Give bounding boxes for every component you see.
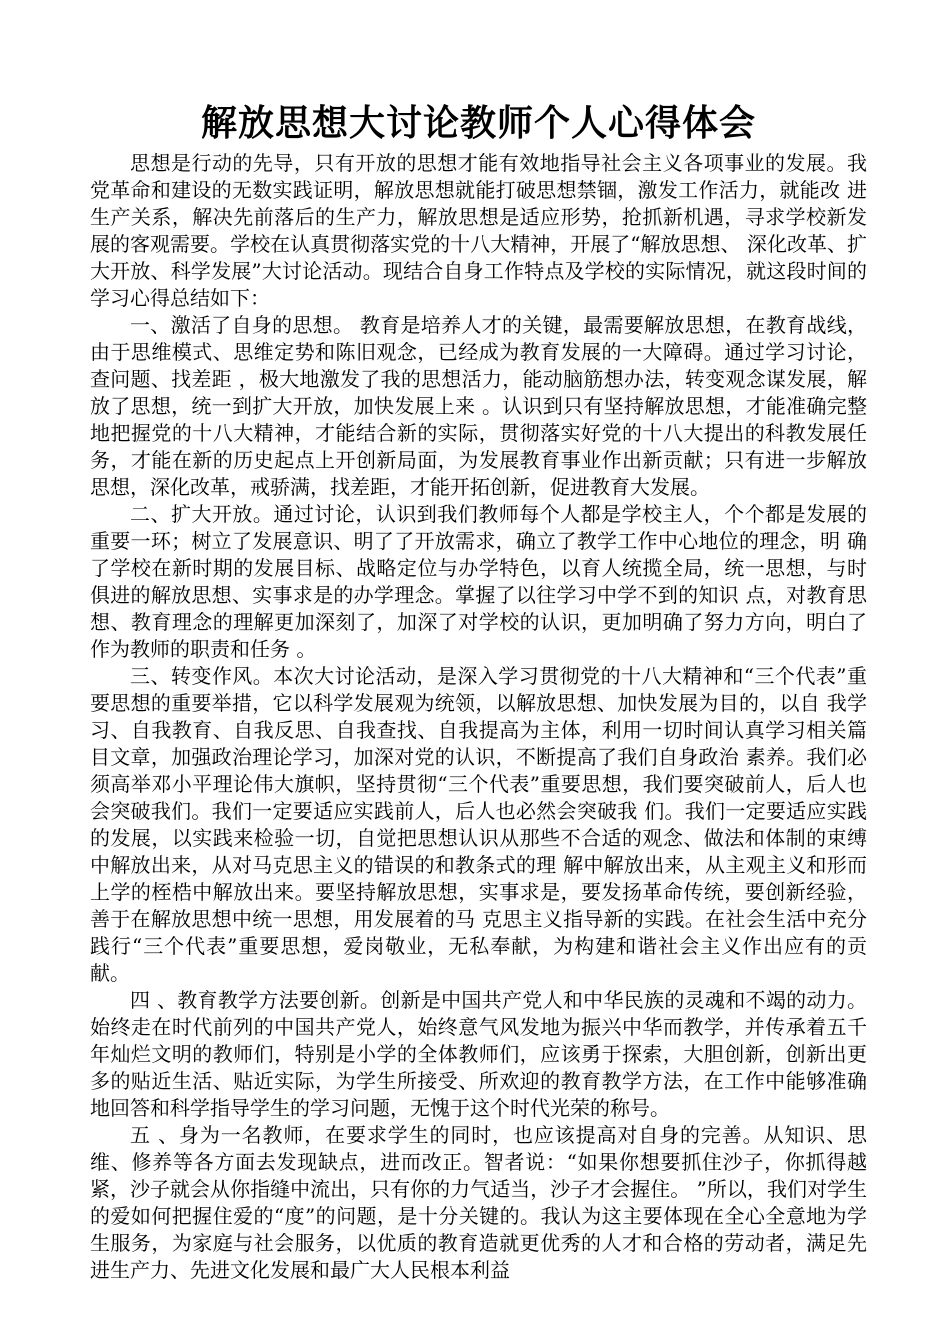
document-page [90, 100, 867, 1284]
document-title: 解放思想大讨论教师个人心得体会 [200, 102, 756, 144]
section-five-paragraph: 五 、身为一名教师，在要求学生的同时，也应该提高对自身的完善。从知识、思维、修养等各方面去发现缺点，进而改正。智者说：“如果你想要抓住沙子，你抓得越紧，沙子就会从你指缝中流出，只有你的力气适当，沙子才会握住。 ”所以，我们对学生的爱如何把握住爱的“度”的问题，是十分关键的。我认为这主要体现在全心全意地为学生服务，为家庭与社会服务，以优质的教育造就更优秀的人才和合格的劳动者，满足先进生产力、先进文化发展和最广大人民根本利益 [90, 1123, 867, 1282]
section-four-paragraph: 四 、教育教学方法要创新。创新是中国共产党人和中华民族的灵魂和不竭的动力。始终走在时代前列的中国共产党人，始终意气风发地为振兴中华而教学，并传承着五千年灿烂文明的教师们，特别是小学的全体教师们，应该勇于探索，大胆创新，创新出更多的贴近生活、贴近实际，为学生所接受、所欢迎的教育教学方法，在工作中能够准确地回答和科学指导学生的学习问题，无愧于这个时代光荣的称号。 [90, 988, 867, 1120]
section-two-paragraph: 二、扩大开放。通过讨论，认识到我们教师每个人都是学校主人，个个都是发展的重要一环；树立了发展意识、明了了开放需求，确立了教学工作中心地位的理念，明 确了学校在新时期的发展目标、战略定位与办学特色，以育人统揽全局，统一思想，与时俱进的解放思想、实事求是的办学理念。掌握了以往学习中学不到的知识 点，对教育思想、教育理念的理解更加深刻了，加深了对学校的认识，更加明确了努力方向，明白了作为教师的职责和任务 。 [90, 502, 867, 661]
section-three-paragraph: 三、转变作风。本次大讨论活动，是深入学习贯彻党的十八大精神和“三个代表”重要思想的重要举措，它以科学发展观为统领，以解放思想、加快发展为目的，以自 我学习、自我教育、自我反思、自我查找、自我提高为主体，利用一切时间认真学习相关篇目文章，加强政治理论学习，加深对党的认识，不断提高了我们自身政治 素养。我们必须高举邓小平理论伟大旗帜，坚持贯彻“三个代表”重要思想，我们要突破前人，后人也会突破我们。我们一定要适应实践前人，后人也必然会突破我 们。我们一定要适应实践的发展，以实践来检验一切，自觉把思想认识从那些不合适的观念、做法和体制的束缚中解放出来，从对马克思主义的错误的和教条式的理 解中解放出来，从主观主义和形而上学的桎梏中解放出来。要坚持解放思想，实事求是，要发扬革命传统，要创新经验，善于在解放思想中统一思想，用发展着的马 克思主义指导新的实践。在社会生活中充分践行“三个代表”重要思想，爱岗敬业，无私奉献，为构建和谐社会主义作出应有的贡献。 [90, 664, 867, 985]
section-one-paragraph: 一、激活了自身的思想。 教育是培养人才的关键，最需要解放思想，在教育战线，由于思维模式、思维定势和陈旧观念，已经成为教育发展的一大障碍。通过学习讨论，查问题、找差距 ，极大地激发了我的思想活力，能动脑筋想办法，转变观念谋发展，解放了思想，统一到扩大开放，加快发展上来 。认识到只有坚持解放思想，才能准确完整地把握党的十八大精神，才能结合新的实际，贯彻落实好党的十八大提出的科教发展任务，才能在新的历史起点上开创新局面，为发展教育事业作出新贡献；只有进一步解放思想，深化改革，戒骄满，找差距，才能开拓创新，促进教育大发展。 [90, 313, 867, 499]
intro-paragraph: 思想是行动的先导，只有开放的思想才能有效地指导社会主义各项事业的发展。我党革命和建设的无数实践证明，解放思想就能打破思想禁锢，激发工作活力，就能改 进生产关系，解决先前落后的生产力，解放思想是适应形势，抢抓新机遇，寻求学校新发展的客观需要。学校在认真贯彻落实党的十八大精神，开展了“解放思想、 深化改革、扩大开放、科学发展”大讨论活动。现结合自身工作特点及学校的实际情况，就这段时间的学习心得总结如下： [90, 151, 867, 310]
